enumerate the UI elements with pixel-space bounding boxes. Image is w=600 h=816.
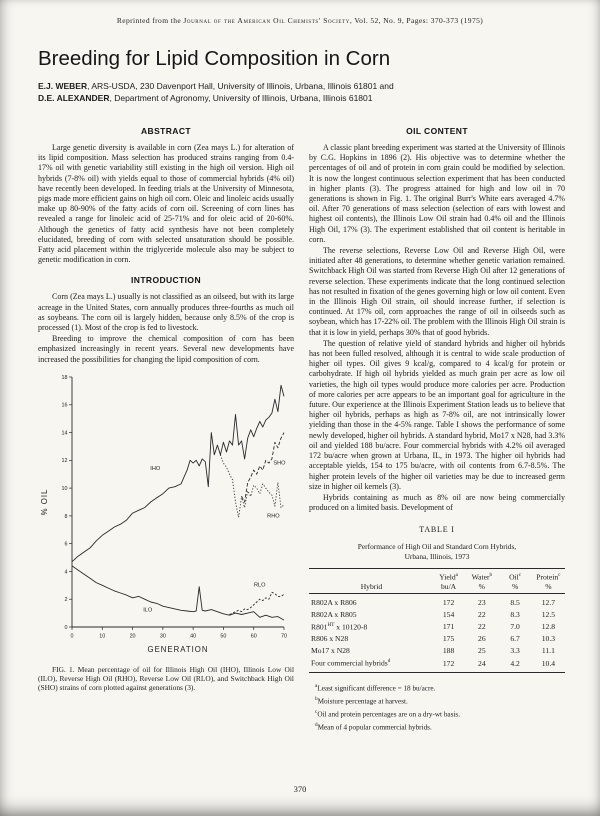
water-value: 25 (478, 646, 486, 656)
author-block (38, 81, 564, 104)
table-body (309, 593, 565, 672)
hybrid-name: Mo17 x N28 (311, 646, 350, 656)
intro-paragraph-1: Corn (Zea mays L.) usually is not classified as an oilseed, but with its large acreage in the United States, corn annually produces three-fourths as much oil as soybeans. The corn oil is largely hidden, because only 8.5% of the crop is processed (1). Most of the crop is fed to livestock. (38, 292, 294, 333)
series-label-rho: RHO (267, 513, 280, 520)
oil-value: 8.5 (510, 597, 520, 607)
footnote-a: $^a$Least significant difference = 18 bu/acre. (315, 682, 436, 693)
oil-paragraph-2: The reverse selections, Reverse Low Oil and Reverse High Oil, were initiated after 48 generations, to determine whether genetic variation remained. Switchback High Oil was started from Reverse High Oil after 12 generations of reverse selection. These experiments indicate that the long continued selection has not resulted in fixation of the genes governing high or low oil content. Even in the Illinois High Oil strain, oil should increase further, if selection is continued. At 17% oil, corn approaches the range of oil in oilseeds such as soybean, which has 17-22% oil. The problem with the Illinois High Oil strain is that it is low in yield, perhaps 30% that of good hybrids. (309, 246, 565, 337)
x-tick-label: 60 (250, 633, 257, 640)
y-tick-label: 16 (61, 402, 68, 409)
x-tick-label: 20 (129, 633, 136, 640)
figure-1-chart (38, 371, 294, 661)
table-1-title-line-1: Performance of High Oil and Standard Corn Hybrids, (357, 542, 517, 552)
table-footnotes (315, 681, 565, 733)
y-axis-title: % OIL (40, 488, 49, 516)
oil-content-heading: OIL CONTENT (406, 126, 468, 136)
reprint-line (0, 16, 600, 25)
introduction-heading: INTRODUCTION (131, 275, 201, 286)
abstract-text: Large genetic diversity is available in corn (Zea mays L.) for alteration of its lipid composition. Mass selection has produced strains ranging from 0.4-17% oil with genetic variability still existing in the high oil version. High oil hybrids (7-8% oil) with yields equal to those of commercial hybrids (4% oil) have recently been developed. In feeding trials at the University of Minnesota, pigs made more efficient gains on high oil corn. Oleic and linoleic acids usually make up 80-90% of the fatty acids of corn oil. Screening of corn lines has revealed a range for linoleic acid of 25-71% and for oleic acid of 20-60%. Although the genetics of fatty acid synthesis have not been completely elucidated, breeding of corn with selected unsaturation should be possible. Fatty acid placement within the triglyceride molecule also may be subject to genetic modification in corn. (38, 143, 294, 265)
author-2-affiliation: , Department of Agronomy, University of Illinois, Urbana, Illinois 61801 (109, 92, 373, 103)
yield-value: 171 (442, 622, 455, 632)
y-tick-label: 10 (61, 485, 68, 492)
y-tick-label: 18 (61, 374, 68, 381)
abstract-heading: ABSTRACT (141, 126, 191, 136)
table-1-title-line-2: Urbana, Illinois, 1973 (404, 551, 470, 561)
x-tick-label: 70 (281, 633, 287, 640)
oil-value: 8.3 (510, 609, 520, 619)
water-value: 26 (478, 634, 486, 644)
hybrid-name: $R801^{HT}$ x 10120-8 (311, 621, 368, 632)
reprint-suffix: , Vol. 52, No. 9, Pages: 370-373 (1975) (349, 16, 484, 25)
author-line-2 (38, 93, 564, 105)
x-tick-label: 40 (190, 633, 197, 640)
water-value: 24 (465, 657, 498, 673)
protein-value: 10.4 (532, 657, 565, 673)
oil-paragraph-4: Hybrids containing as much as 8% oil are now being commercially produced on a limited basis. Development of (309, 492, 565, 513)
y-tick-label: 8 (64, 513, 68, 520)
yield-value: 172 (442, 597, 455, 607)
x-tick-label: 10 (99, 633, 106, 640)
table-row (309, 593, 565, 608)
y-tick-label: 4 (64, 569, 68, 576)
x-axis-title: GENERATION (147, 644, 209, 654)
protein-value: 12.7 (541, 597, 556, 607)
oil-value: 6.7 (510, 634, 520, 644)
yield-value: 172 (432, 657, 465, 673)
oil-paragraph-3: The question of relative yield of standard hybrids and higher oil hybrids has not been fulled resolved, although it is central to wide scale production of higher oil types. Oil gives 9 kcal/g, compared to 4 kcal/g for protein or carbohydrate. If high oil hybrids yielded as much grain per acre as low oil varieties, the high oil types would produce more calories per acre. Production of more calories per acre appears to be an important goal for agriculture in the future. Our experience at the Illinois Experiment Station leads us to believe that higher oil hybrids, perhaps as high as 7-8% oil, are not intrinsically lower yielding than those in the 4-5% range. Table I shows the performance of some newly developed, higher oil hybrids. A standard hybrid, Mo17 x N28, had 3.3% oil and yielded 188 bu/acre. Four commercial hybrids with 4.2% oil averaged 172 bu/acre when grown at Urbana, IL, in 1973. The higher oil hybrids had acceptable yields, 154 to 175 bu/acre, with oil contents from 6.7-8.5%. The higher protein levels of the higher oil varieties may be due to increased germ size in higher oil kernels (3). (309, 338, 565, 491)
y-tick-label: 14 (61, 430, 68, 437)
table-row (309, 645, 565, 657)
table-1-label: TABLE I (419, 525, 455, 535)
water-value: 22 (478, 622, 486, 632)
yield-value: 154 (442, 609, 455, 619)
x-tick-label: 50 (220, 633, 227, 640)
protein-value: 12.5 (541, 609, 556, 619)
hybrid-performance-table (309, 568, 565, 673)
column-header-hybrid: Hybrid (309, 569, 432, 594)
table-header (309, 569, 565, 594)
footnote-c: $^c$Oil and protein percentages are on a dry-wt basis. (315, 708, 461, 719)
hybrid-name: Four commercial hybrids$^d$ (309, 657, 432, 673)
author-1-affiliation: , ARS-USDA, 230 Davenport Hall, University of Illinois, Urbana, Illinois 61801 and (87, 81, 394, 91)
protein-value: 11.1 (541, 646, 555, 656)
hybrid-name: R802A x R806 (311, 597, 357, 607)
series-label-sho: SHO (273, 460, 286, 467)
oil-paragraph-1: A classic plant breeding experiment was started at the University of Illinois by C.G. Hopkins in 1896 (2). His objective was to determine whether the percentages of oil and of protein in corn grain could be modified by selection. It is now the longest continuous selection experiment that has been conducted in higher plants (3). The progress attained for high and low oil in 70 generations is shown in Fig. 1. The original Burr's White ears averaged 4.7% oil. After 70 generations of mass selection (selection of ears with lowest and highest oil contents), the Illinois Low Oil strain had 0.4% oil and the Illinois High Oil, 17% (3). The experiment established that oil content is heritable in corn. (309, 143, 565, 244)
water-value: 22 (478, 609, 486, 619)
protein-value: 10.3 (541, 634, 556, 644)
y-tick-label: 0 (64, 624, 68, 631)
oil-value: 3.3 (510, 646, 520, 656)
oil-value: 4.2 (498, 657, 531, 673)
author-1-name: E.J. WEBER (38, 81, 88, 91)
paper-title: Breeding for Lipid Composition in Corn (38, 47, 391, 70)
column-header-water: Water$^b$ % (465, 569, 498, 594)
table-row (309, 657, 565, 673)
series-rlo (230, 592, 285, 614)
hybrid-name: R806 x N28 (311, 634, 349, 644)
column-header-yield: Yield$^a$ bu/A (432, 569, 465, 594)
y-tick-label: 12 (61, 458, 68, 465)
column-header-protein: Protein$^c$ % (532, 569, 565, 594)
protein-value: 12.8 (541, 622, 556, 632)
column-header-oil: Oil$^c$ % (498, 569, 531, 594)
table-row (309, 633, 565, 645)
hybrid-name: R802A x R805 (311, 609, 357, 619)
author-line-1 (38, 81, 564, 93)
yield-value: 188 (442, 646, 455, 656)
footnote-b: $^b$Moisture percentage at harvest. (315, 695, 408, 706)
reprint-prefix: Reprinted from the (116, 16, 184, 25)
table-row (309, 608, 565, 620)
water-value: 23 (478, 597, 486, 607)
yield-value: 175 (442, 634, 455, 644)
page-number: 370 (293, 784, 307, 794)
oil-value: 7.0 (510, 622, 520, 632)
series-label-ilo: ILO (143, 607, 153, 614)
figure-1-caption: FIG. 1. Mean percentage of oil for Illinois High Oil (IHO), Illinois Low Oil (ILO), Reverse High Oil (RHO), Reverse Low Oil (RLO), and Switchback High Oil (SHO) strains of corn plotted against generations (3). (38, 664, 294, 692)
intro-paragraph-2: Breeding to improve the chemical composition of corn has been emphasized increasingly in recent years. Several new developments have increased the possibilities for changing the lipid composition of corn. (38, 334, 294, 364)
series-ilo (72, 566, 284, 620)
two-column-layout (38, 118, 564, 732)
x-tick-label: 30 (159, 633, 166, 640)
left-column (38, 118, 294, 732)
table-1-title (309, 542, 565, 561)
author-2-name: D.E. ALEXANDER (38, 92, 110, 103)
x-tick-label: 0 (70, 633, 74, 640)
table-row (309, 620, 565, 633)
figure-1 (38, 371, 294, 692)
right-column (309, 118, 565, 732)
journal-name: Journal of the American Oil Chemists' Society (183, 16, 350, 25)
series-label-rlo: RLO (254, 582, 266, 589)
footnote-d: $^d$Mean of 4 popular commercial hybrids. (315, 721, 432, 731)
y-tick-label: 6 (64, 541, 68, 548)
y-tick-label: 2 (64, 596, 68, 603)
series-label-iho: IHO (150, 465, 161, 472)
